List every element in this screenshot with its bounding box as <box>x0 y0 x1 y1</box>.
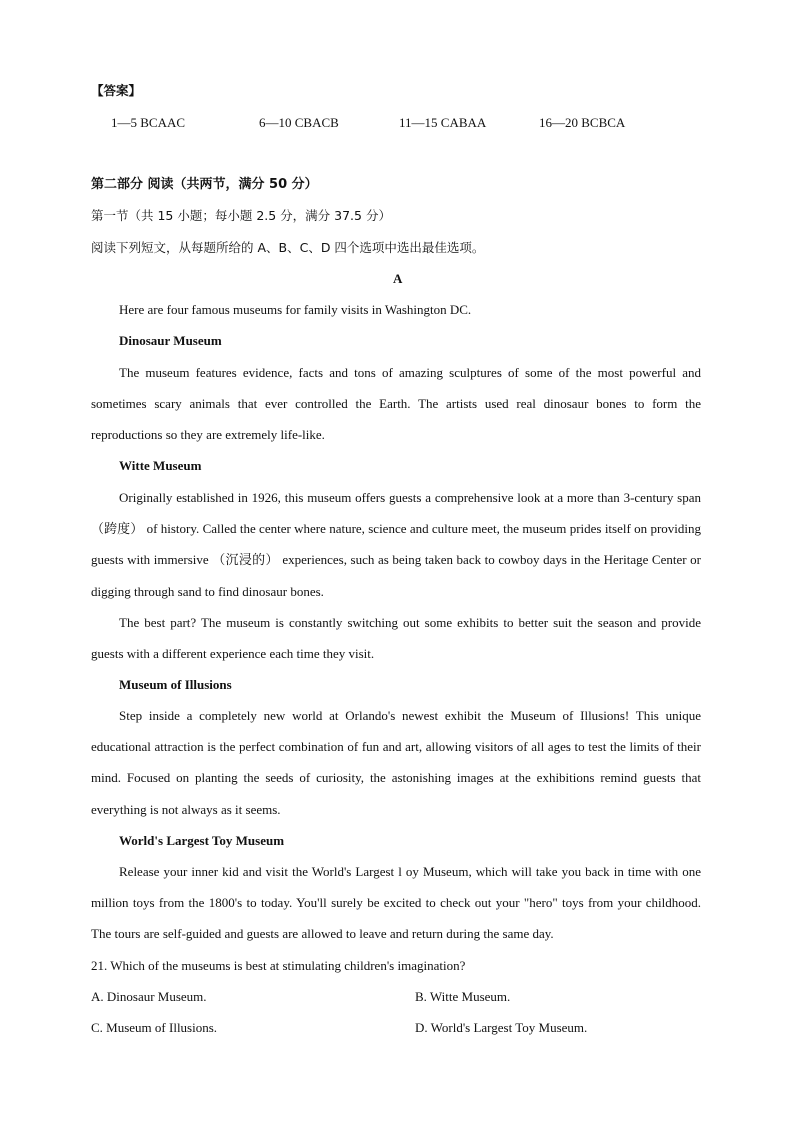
paragraph-witte-museum-2: The best part? The museum is constantly switching out some exhibits to better suit the season and provide guests with a different experience each time they visit. <box>91 615 701 662</box>
paragraph-dinosaur-museum: The museum features evidence, facts and tons of amazing sculptures of some of the most powerful and sometimes scary animals that ever controlled the Earth. The artists used real dinosaur bones to form the reproductions so they are extremely life-like. <box>91 365 701 443</box>
question-stem: 21. Which of the museums is best at stimulating children's imagination? <box>91 958 466 973</box>
heading-toy-museum: World's Largest Toy Museum <box>119 833 285 848</box>
paragraph-toy-museum: Release your inner kid and visit the World's Largest l oy Museum, which will take you back in time with one million toys from the 1800's to today. You'll surely be excited to check out your "hero" toys from your childhood. The tours are self-guided and guests are allowed to leave and return during the same day. <box>91 864 701 942</box>
option-a: A. Dinosaur Museum. <box>91 989 207 1004</box>
answer-key-2: 6—10 CBACB <box>259 115 339 130</box>
answer-key-4: 16—20 BCBCA <box>539 115 626 130</box>
answer-key-3: 11—15 CABAA <box>399 115 487 130</box>
part-title: 第二部分 阅读（共两节，满分 50 分） <box>91 177 318 192</box>
passage-letter: A <box>393 271 403 286</box>
passage-intro: Here are four famous museums for family visits in Washington DC. <box>119 302 472 317</box>
option-b: B. Witte Museum. <box>415 989 511 1004</box>
answer-label: 【答案】 <box>91 83 142 98</box>
heading-museum-of-illusions: Museum of Illusions <box>119 677 232 692</box>
answer-key-1: 1—5 BCAAC <box>111 115 186 130</box>
instruction: 阅读下列短文，从每题所给的 A、B、C、D 四个选项中选出最佳选项。 <box>91 240 485 255</box>
heading-witte-museum: Witte Museum <box>119 458 202 473</box>
paragraph-witte-museum-1: Originally established in 1926, this museum offers guests a comprehensive look at a more than 3-century span （跨度） of history. Called the center where nature, science and culture meet, the museum prides itself on providing guests with immersive （沉浸的） experiences, such as being taken back to cowboy days in the Heritage Center or digging through sand to find dinosaur bones. <box>91 490 701 599</box>
option-c: C. Museum of Illusions. <box>91 1020 218 1035</box>
heading-dinosaur-museum: Dinosaur Museum <box>119 333 222 348</box>
paragraph-museum-of-illusions: Step inside a completely new world at Orlando's newest exhibit the Museum of Illusions! This unique educational attraction is the perfect combination of fun and art, allowing visitors of all ages to test the limits of their mind. Focused on planting the seeds of curiosity, the astonishing images at the exhibitions remind guests that everything is not always as it seems. <box>91 708 701 817</box>
option-d: D. World's Largest Toy Museum. <box>415 1020 588 1035</box>
section-title: 第一节（共 15 小题；每小题 2.5 分，满分 37.5 分） <box>91 208 391 223</box>
